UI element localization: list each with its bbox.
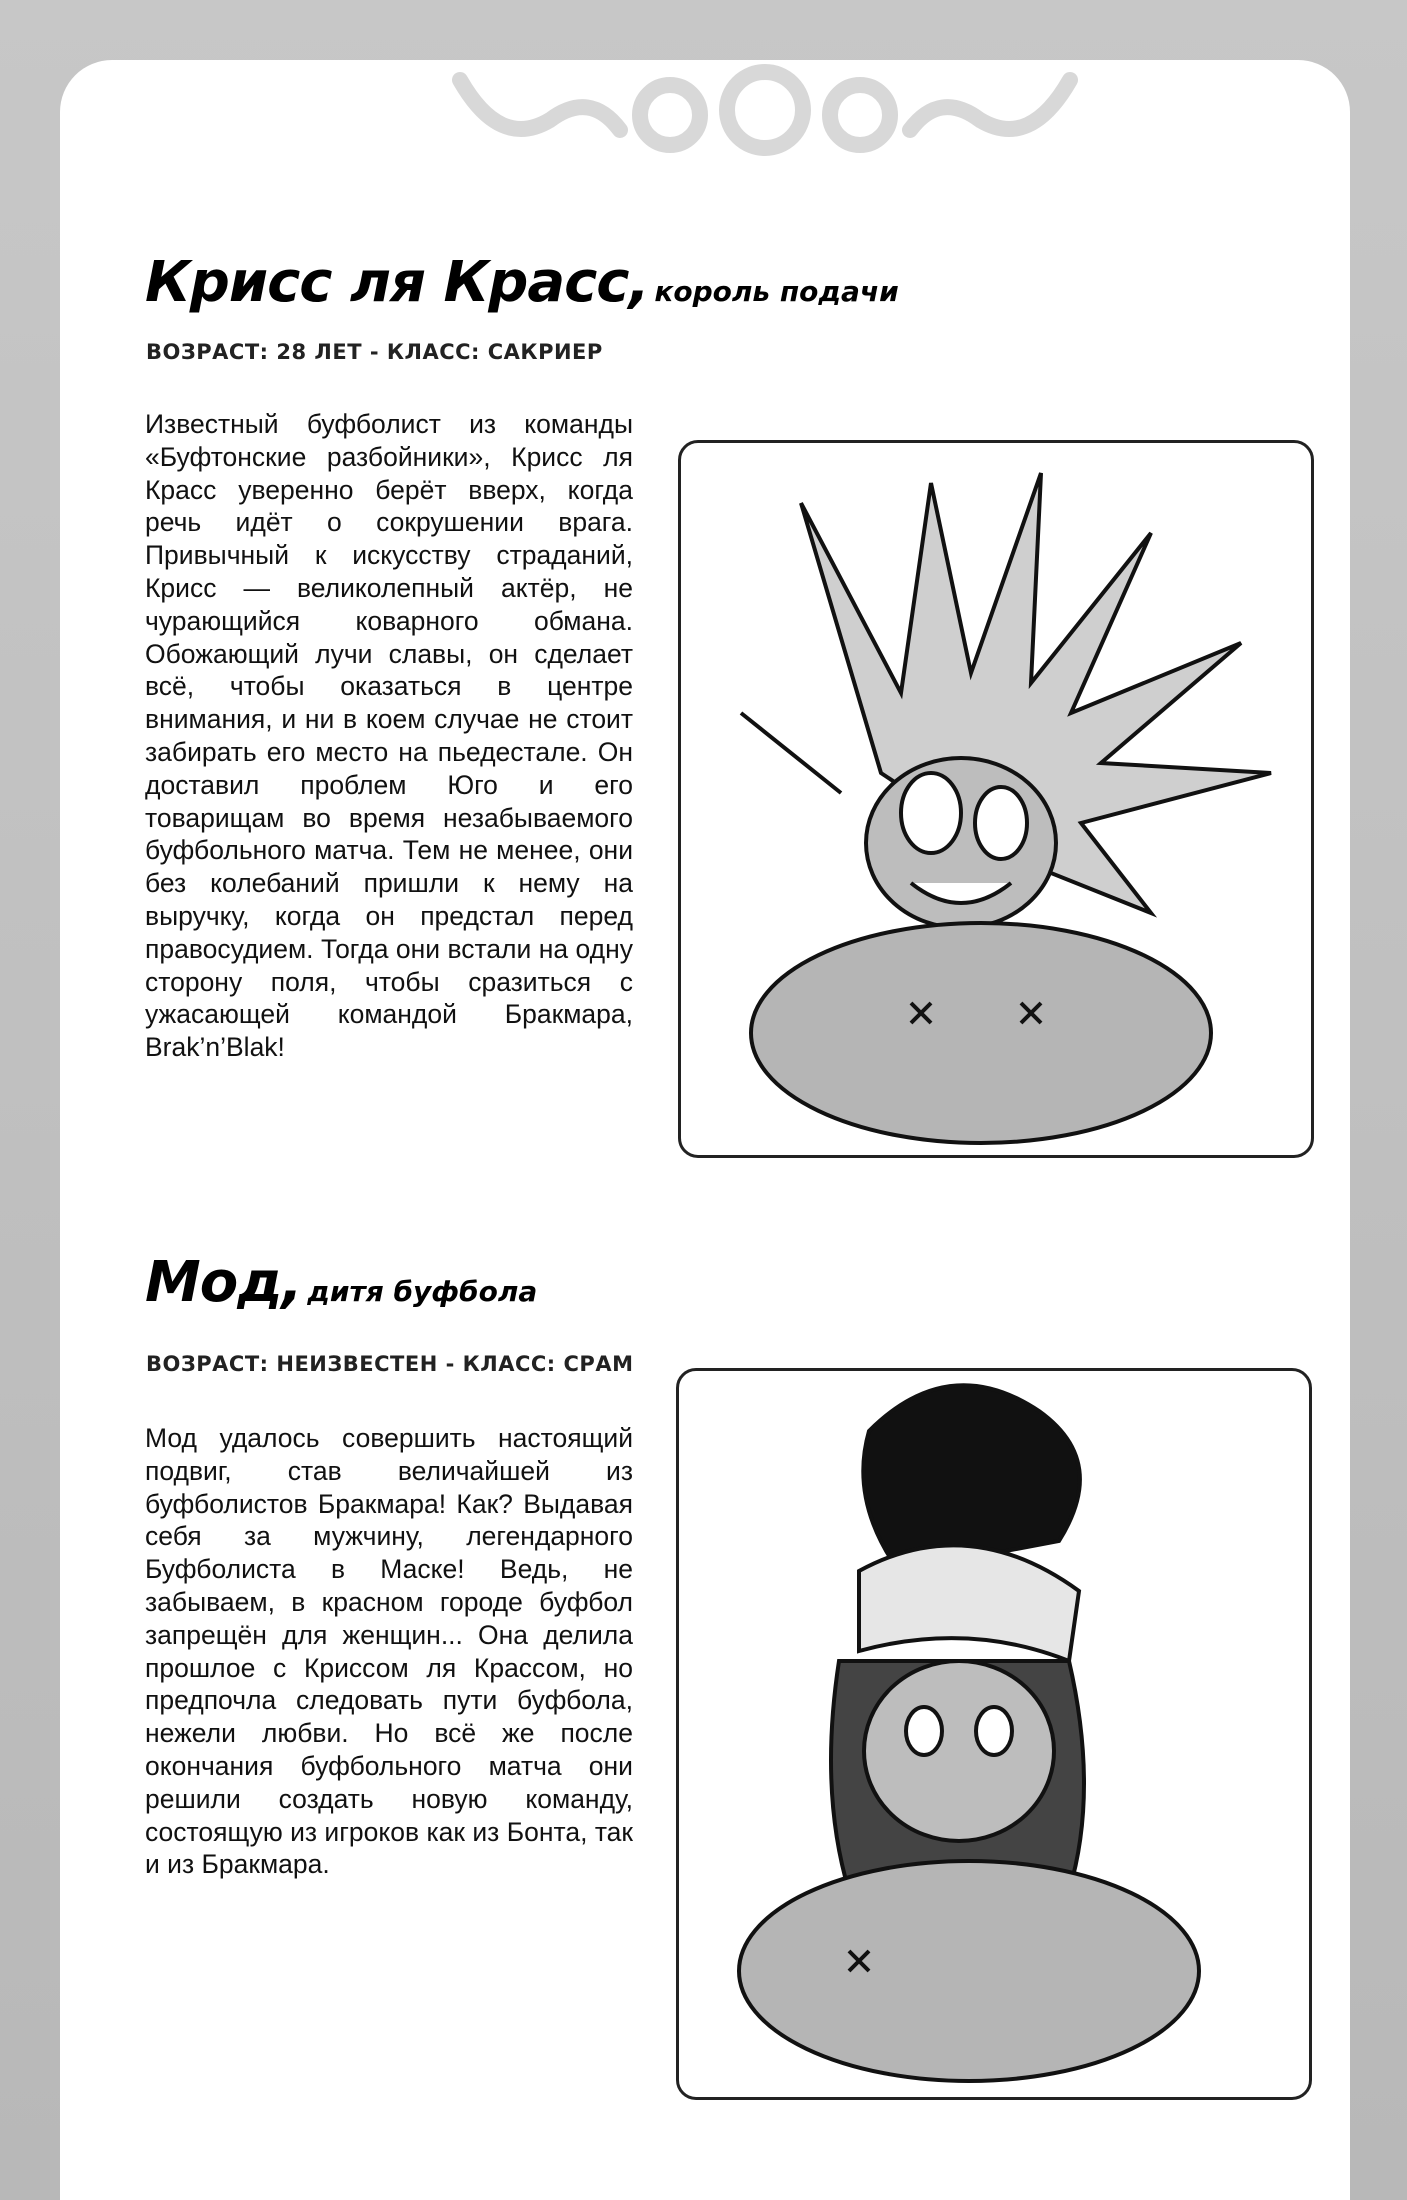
character2-info: ВОЗРАСТ: НЕИЗВЕСТЕН - КЛАСС: СРАМ <box>146 1352 634 1376</box>
mod-drawing <box>679 1371 1309 2097</box>
character1-info: ВОЗРАСТ: 28 ЛЕТ - КЛАСС: САКРИЕР <box>146 340 603 364</box>
character2-bio: Мод удалось совершить настоящий подвиг, став величайшей из буфболистов Бракмара! Как? Выдавая себя за мужчину, легендарного Буфболиста в Маске! Ведь, не забываем, в красном городе буфбол запрещён для женщин... Она делила прошлое с Криссом ля Крассом, но предпочла следовать пути буфбола, нежели любви. Но всё же после окончания буфбольного матча они решили создать новую команду, состоящую из игроков как из Бонта, так и из Бракмара. <box>145 1423 633 1880</box>
character1-illustration <box>678 440 1314 1158</box>
character2-heading <box>145 1250 537 1315</box>
character1-bio: Известный буфболист из команды «Буфтонские разбойники», Крисс ля Красс уверенно берёт вверх, когда речь идёт о сокрушении врага. Привычный к искусству страданий, Крисс — великолепный актёр, не чурающийся коварного обмана. Обожающий лучи славы, он сделает всё, чтобы оказаться в центре внимания, и ни в коем случае не стоит забирать его место на пьедестале. Он доставил проблем Юго и его товарищам во время незабываемого буфбольного матча. Тем не менее, они без колебаний пришли к нему на выручку, когда он предстал перед правосудием. Тогда они встали на одну сторону поля, чтобы сразиться с ужасающей командой Бракмара, Brak’n’Blak! <box>145 409 633 1063</box>
character2-title: дитя буфбола <box>307 1275 538 1308</box>
character2-illustration <box>676 1368 1312 2100</box>
character1-title: король подачи <box>654 275 899 308</box>
kriss-drawing <box>681 443 1311 1155</box>
character2-name: Мод, <box>145 1250 302 1315</box>
character1-heading <box>145 250 899 315</box>
character1-name: Крисс ля Красс, <box>145 250 649 315</box>
cloud-ornament <box>440 60 1090 200</box>
